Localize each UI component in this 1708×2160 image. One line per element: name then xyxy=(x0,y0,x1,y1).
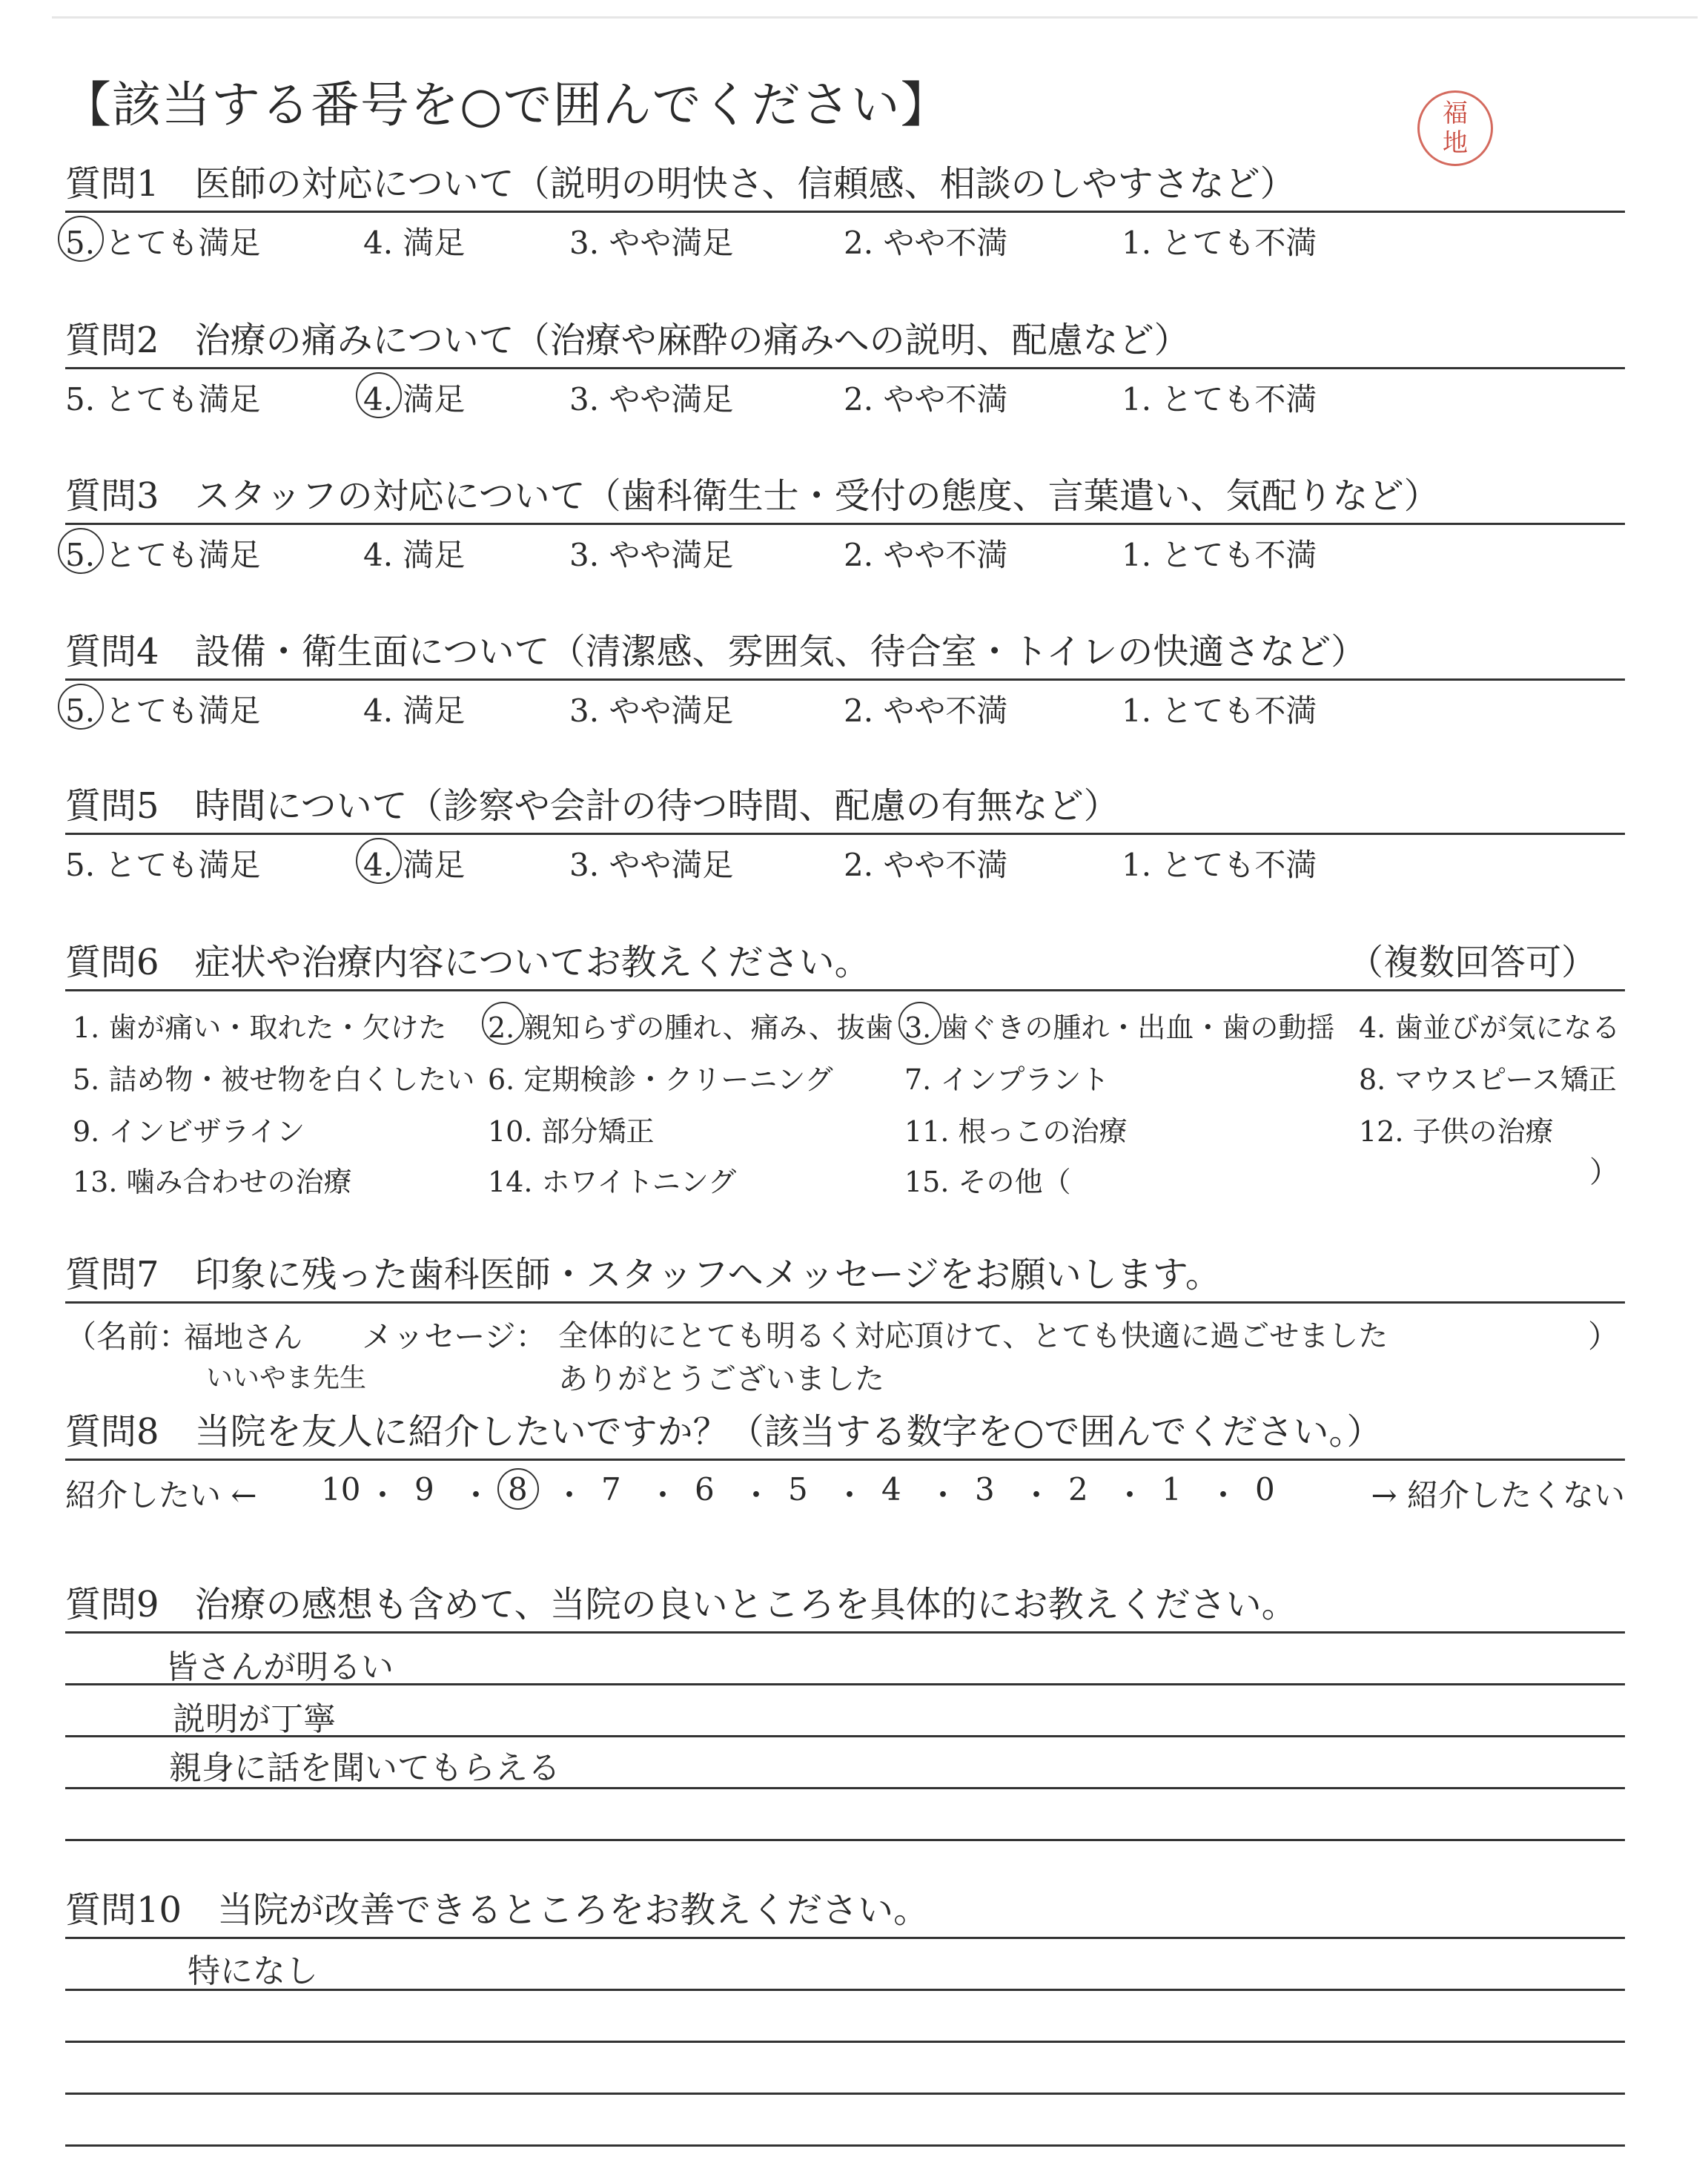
rating-option-1[interactable]: 1. とても不満 xyxy=(1122,381,1317,417)
scale-number-7[interactable]: 7 xyxy=(601,1471,621,1507)
question-2-label: 質問2 xyxy=(65,320,159,361)
question-4 xyxy=(65,625,1625,733)
question-5-heading xyxy=(65,779,1625,833)
question-6 xyxy=(65,936,1625,1214)
scale-separator: ・ xyxy=(554,1477,586,1513)
question-10-answer-area[interactable] xyxy=(65,1937,1625,2159)
rating-option-1[interactable]: 1. とても不満 xyxy=(1122,225,1317,261)
rating-options xyxy=(65,213,1625,265)
rating-option-3[interactable]: 3. やや満足 xyxy=(569,381,734,417)
scale-number-0[interactable]: 0 xyxy=(1255,1471,1275,1507)
symptom-options xyxy=(65,991,1625,1214)
question-9-answer-area[interactable] xyxy=(65,1631,1625,1898)
name-value-staff: 福地さん xyxy=(184,1321,302,1355)
top-border xyxy=(52,16,1698,19)
answer-rule xyxy=(65,1839,1625,1841)
answer-line-1: 特になし xyxy=(188,1952,318,1990)
scale-separator: ・ xyxy=(927,1477,959,1513)
rating-option-4[interactable]: 4. 満足 xyxy=(363,225,466,261)
scale-left-label: 紹介したい ← xyxy=(65,1477,257,1513)
question-9 xyxy=(65,1578,1625,1898)
scale-number-5[interactable]: 5 xyxy=(788,1471,808,1507)
scale-number-10[interactable]: 10 xyxy=(321,1471,361,1507)
question-2 xyxy=(65,314,1625,421)
seal-char-1: 福 xyxy=(1443,99,1468,128)
symptom-option-5[interactable]: 5. 詰め物・被せ物を白くしたい xyxy=(73,1063,475,1096)
question-7-text: 印象に残った歯科医師・スタッフへメッセージをお願いします。 xyxy=(194,1254,1221,1295)
question-6-text: 症状や治療内容についてお教えください。 xyxy=(194,942,870,983)
question-9-text: 治療の感想も含めて、当院の良いところを具体的にお教えください。 xyxy=(194,1584,1297,1625)
rating-option-1[interactable]: 1. とても不満 xyxy=(1122,537,1317,573)
question-1-text: 医師の対応について（説明の明快さ、信頼感、相談のしやすさなど） xyxy=(194,163,1296,205)
question-8-label: 質問8 xyxy=(65,1411,159,1453)
message-line-1: 全体的にとても明るく対応頂けて、とても快適に過ごせました xyxy=(558,1319,1388,1353)
symptom-option-11[interactable]: 11. 根っこの治療 xyxy=(904,1115,1128,1148)
message-label: メッセージ： xyxy=(362,1318,547,1355)
scale-separator: ・ xyxy=(1114,1477,1146,1513)
rating-option-2[interactable]: 2. やや不満 xyxy=(844,225,1008,261)
question-5-text: 時間について（診察や会計の待つ時間、配慮の有無など） xyxy=(194,785,1119,827)
question-3 xyxy=(65,469,1625,577)
question-8-heading xyxy=(65,1405,1625,1459)
message-field[interactable] xyxy=(65,1304,1625,1396)
recommend-scale xyxy=(65,1461,1625,1513)
rating-option-5[interactable]: 5. とても満足 xyxy=(65,531,260,575)
rating-option-3[interactable]: 3. やや満足 xyxy=(569,537,734,573)
symptom-option-8[interactable]: 8. マウスピース矯正 xyxy=(1359,1063,1617,1096)
multiple-answers-note: （複数回答可） xyxy=(1347,942,1597,983)
scale-separator: ・ xyxy=(1021,1477,1053,1513)
question-4-label: 質問4 xyxy=(65,631,159,673)
rating-option-2[interactable]: 2. やや不満 xyxy=(844,847,1008,883)
question-1-label: 質問1 xyxy=(65,163,159,205)
question-3-label: 質問3 xyxy=(65,475,159,517)
scale-number-2[interactable]: 2 xyxy=(1068,1471,1088,1507)
scale-separator: ・ xyxy=(741,1477,772,1513)
page-title: 【該当する番号を○で囲んでください】 xyxy=(62,76,950,133)
answer-line-2: 説明が丁寧 xyxy=(173,1700,336,1738)
question-5 xyxy=(65,779,1625,887)
answer-rule xyxy=(65,2093,1625,2095)
answer-line-3: 親身に話を聞いてもらえる xyxy=(169,1749,560,1787)
rating-option-2[interactable]: 2. やや不満 xyxy=(844,381,1008,417)
answer-rule xyxy=(65,2144,1625,2147)
answer-rule xyxy=(65,1937,1625,1939)
question-10-label: 質問10 xyxy=(65,1889,182,1931)
answer-rule xyxy=(65,1631,1625,1634)
scale-separator: ・ xyxy=(834,1477,866,1513)
question-8-text: 当院を友人に紹介したいですか？（該当する数字を○で囲んでください。） xyxy=(194,1411,1383,1453)
question-10-heading xyxy=(65,1883,1625,1937)
question-7-label: 質問7 xyxy=(65,1254,159,1295)
symptom-option-6[interactable]: 6. 定期検診・クリーニング xyxy=(488,1063,833,1096)
question-10-text: 当院が改善できるところをお教えください。 xyxy=(217,1889,930,1931)
rating-option-1[interactable]: 1. とても不満 xyxy=(1122,847,1317,883)
symptom-option-3[interactable]: 3. 歯ぐきの腫れ・出血・歯の動揺 xyxy=(904,1005,1334,1046)
rating-options xyxy=(65,835,1625,887)
rating-option-4[interactable]: 4. 満足 xyxy=(363,841,465,885)
rating-option-3[interactable]: 3. やや満足 xyxy=(569,847,734,883)
symptom-option-14[interactable]: 14. ホワイトニング xyxy=(488,1166,737,1198)
rating-option-3[interactable]: 3. やや満足 xyxy=(569,225,734,261)
symptom-option-4[interactable]: 4. 歯並びが気になる xyxy=(1359,1011,1621,1044)
question-1 xyxy=(65,157,1625,265)
question-4-text: 設備・衛生面について（清潔感、雰囲気、待合室・トイレの快適さなど） xyxy=(194,631,1367,673)
rating-options xyxy=(65,525,1625,577)
question-6-heading xyxy=(65,936,1625,989)
rating-options xyxy=(65,369,1625,421)
question-3-text: スタッフの対応について（歯科衛生士・受付の態度、言葉遣い、気配りなど） xyxy=(194,475,1440,517)
rating-option-5[interactable]: 5. とても満足 xyxy=(65,381,261,417)
scale-separator: ・ xyxy=(647,1477,679,1513)
question-5-label: 質問5 xyxy=(65,785,159,827)
scale-separator: ・ xyxy=(460,1477,492,1513)
scale-separator: ・ xyxy=(367,1477,399,1513)
symptom-option-10[interactable]: 10. 部分矯正 xyxy=(488,1115,655,1148)
name-label: （名前： xyxy=(65,1318,191,1355)
rating-option-4[interactable]: 4. 満足 xyxy=(363,375,465,420)
rating-option-1[interactable]: 1. とても不満 xyxy=(1122,693,1317,729)
symptom-option-12[interactable]: 12. 子供の治療 xyxy=(1359,1115,1554,1148)
scale-number-9[interactable]: 9 xyxy=(414,1471,434,1507)
rating-option-5[interactable]: 5. とても満足 xyxy=(65,687,260,731)
scale-number-3[interactable]: 3 xyxy=(975,1471,995,1507)
symptom-option-7[interactable]: 7. インプラント xyxy=(904,1063,1110,1096)
rating-option-3[interactable]: 3. やや満足 xyxy=(569,693,734,729)
question-2-text: 治療の痛みについて（治療や麻酔の痛みへの説明、配慮など） xyxy=(194,320,1190,361)
scale-number-4[interactable]: 4 xyxy=(881,1471,901,1507)
other-close-paren: ） xyxy=(1589,1155,1619,1189)
message-close-paren: ） xyxy=(1587,1318,1619,1355)
scale-number-1[interactable]: 1 xyxy=(1162,1471,1182,1507)
question-7 xyxy=(65,1248,1625,1396)
symptom-option-13[interactable]: 13. 噛み合わせの治療 xyxy=(73,1166,352,1198)
question-9-heading xyxy=(65,1578,1625,1631)
rating-option-4[interactable]: 4. 満足 xyxy=(363,537,466,573)
question-3-heading xyxy=(65,469,1625,523)
rating-option-2[interactable]: 2. やや不満 xyxy=(844,537,1008,573)
scale-separator: ・ xyxy=(1208,1477,1239,1513)
scale-number-6[interactable]: 6 xyxy=(695,1471,715,1507)
rating-option-4[interactable]: 4. 満足 xyxy=(363,693,466,729)
symptom-option-2[interactable]: 2. 親知らずの腫れ、痛み、抜歯 xyxy=(488,1005,893,1046)
rating-options xyxy=(65,681,1625,733)
symptom-option-9[interactable]: 9. インビザライン xyxy=(73,1115,305,1148)
symptom-option-1[interactable]: 1. 歯が痛い・取れた・欠けた xyxy=(73,1011,447,1044)
question-8 xyxy=(65,1405,1625,1513)
symptom-option-15[interactable]: 15. その他（ xyxy=(904,1166,1071,1198)
rating-option-5[interactable]: 5. とても満足 xyxy=(65,219,260,263)
question-4-heading xyxy=(65,625,1625,678)
scale-number-8[interactable]: 8 xyxy=(508,1471,528,1507)
question-7-heading xyxy=(65,1248,1625,1301)
answer-line-1: 皆さんが明るい xyxy=(165,1648,394,1686)
question-6-label: 質問6 xyxy=(65,942,159,983)
name-value-doctor: いいやま先生 xyxy=(206,1363,367,1393)
scale-right-label: → 紹介したくない xyxy=(1371,1477,1625,1513)
seal-char-2: 地 xyxy=(1443,128,1468,158)
message-line-2: ありがとうございました xyxy=(558,1362,884,1396)
question-2-heading xyxy=(65,314,1625,367)
answer-rule xyxy=(65,2041,1625,2043)
question-10 xyxy=(65,1883,1625,2159)
question-1-heading xyxy=(65,157,1625,211)
rating-option-2[interactable]: 2. やや不満 xyxy=(844,693,1008,729)
name-seal-stamp xyxy=(1417,90,1493,166)
rating-option-5[interactable]: 5. とても満足 xyxy=(65,847,261,883)
question-9-label: 質問9 xyxy=(65,1584,159,1625)
